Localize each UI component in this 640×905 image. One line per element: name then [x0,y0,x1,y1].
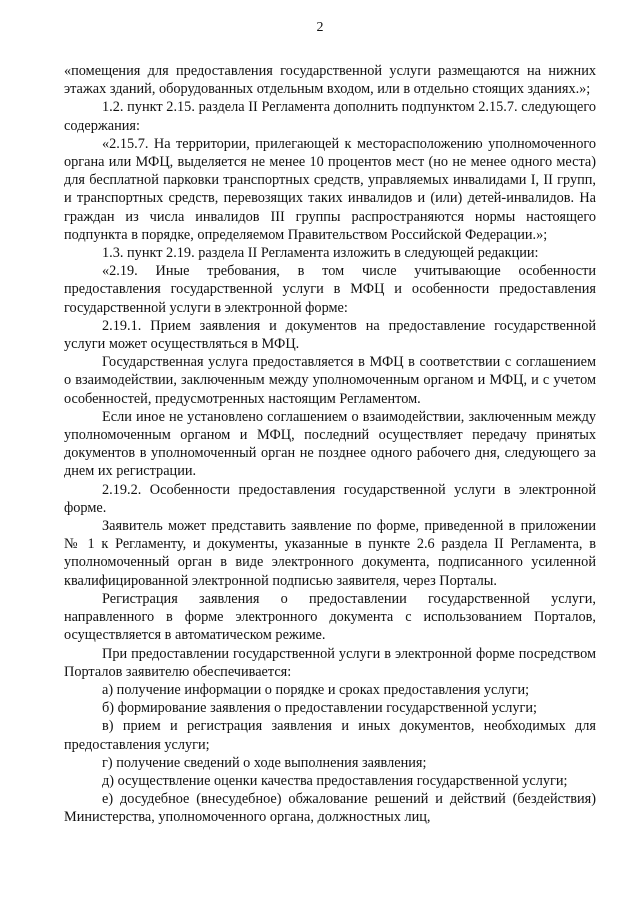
paragraph-mfc-transfer: Если иное не установлено соглашением о взаимодействии, заключенным между уполномоченным органом и МФЦ, последний осуществляет передачу принятых документов в уполномоченный орган не позднее одного рабочего дня, следующего за днем их регистрации. [64,408,596,480]
paragraph-2-19-2: 2.19.2. Особенности предоставления государственной услуги в электронной форме. [64,481,596,516]
document-body [64,62,596,827]
list-item-b: б) формирование заявления о предоставлении государственной услуги; [102,700,538,717]
paragraph-quote-premises: «помещения для предоставления государственной услуги размещаются на нижних этажах зданий, оборудованных отдельным входом, или в отдельно стоящих зданиях.»; [64,63,596,98]
paragraph-portal-provision: При предоставлении государственной услуги в электронной форме посредством Порталов заявителю обеспечивается: [64,645,596,680]
list-item-d: д) осуществление оценки качества предоставления государственной услуги; [102,772,568,789]
paragraph-item-1-2: 1.2. пункт 2.15. раздела II Регламента дополнить подпунктом 2.15.7. следующего содержания: [64,99,596,134]
list-item-g: г) получение сведений о ходе выполнения заявления; [102,754,427,771]
paragraph-applicant-submission: Заявитель может представить заявление по форме, приведенной в приложении № 1 к Регламенту, и документы, указанные в пункте 2.6 раздела II Регламента, в уполномоченный орган в виде электронного документа, подписанного усиленной квалифицированной электронной подписью заявителя, через Порталы. [64,518,596,589]
list-item-v: в) прием и регистрация заявления и иных документов, необходимых для предоставления услуги; [64,718,596,753]
list-item-e: е) досудебное (внесудебное) обжалование решений и действий (бездействия) Министерства, уполномоченного органа, должностных лиц, [64,791,596,826]
paragraph-2-19-1: 2.19.1. Прием заявления и документов на предоставление государственной услуги может осуществляться в МФЦ. [64,317,596,353]
paragraph-2-15-7: «2.15.7. На территории, прилегающей к месторасположению уполномоченного органа или МФЦ, выделяется не менее 10 процентов мест (но не менее одного места) для бесплатной парковки транспортных средств, управляемых инвалидами I, II групп, и транспортных средств, перевозящих таких инвалидов и (или) детей-инвалидов. На граждан из числа инвалидов III группы распространяются нормы настоящего подпункта в порядке, определяемом Правительством Российской Федерации.»; [64,135,596,243]
paragraph-mfc-provision: Государственная услуга предоставляется в МФЦ в соответствии с соглашением о взаимодействии, заключенным между уполномоченным органом и МФЦ, и с учетом особенностей, предусмотренных настоящим Регламентом. [64,354,596,407]
paragraph-item-1-3: 1.3. пункт 2.19. раздела II Регламента изложить в следующей редакции: [102,245,539,262]
page-number: 2 [316,20,324,35]
paragraph-2-19: «2.19. Иные требования, в том числе учитывающие особенности предоставления государственной услуги в МФЦ и особенности предоставления государственной услуги в электронной форме: [64,263,596,316]
list-item-a: а) получение информации о порядке и сроках предоставления услуги; [102,681,530,698]
paragraph-registration: Регистрация заявления о предоставлении государственной услуги, направленного в форме электронного документа с использованием Порталов, осуществляется в автоматическом режиме. [64,590,596,644]
